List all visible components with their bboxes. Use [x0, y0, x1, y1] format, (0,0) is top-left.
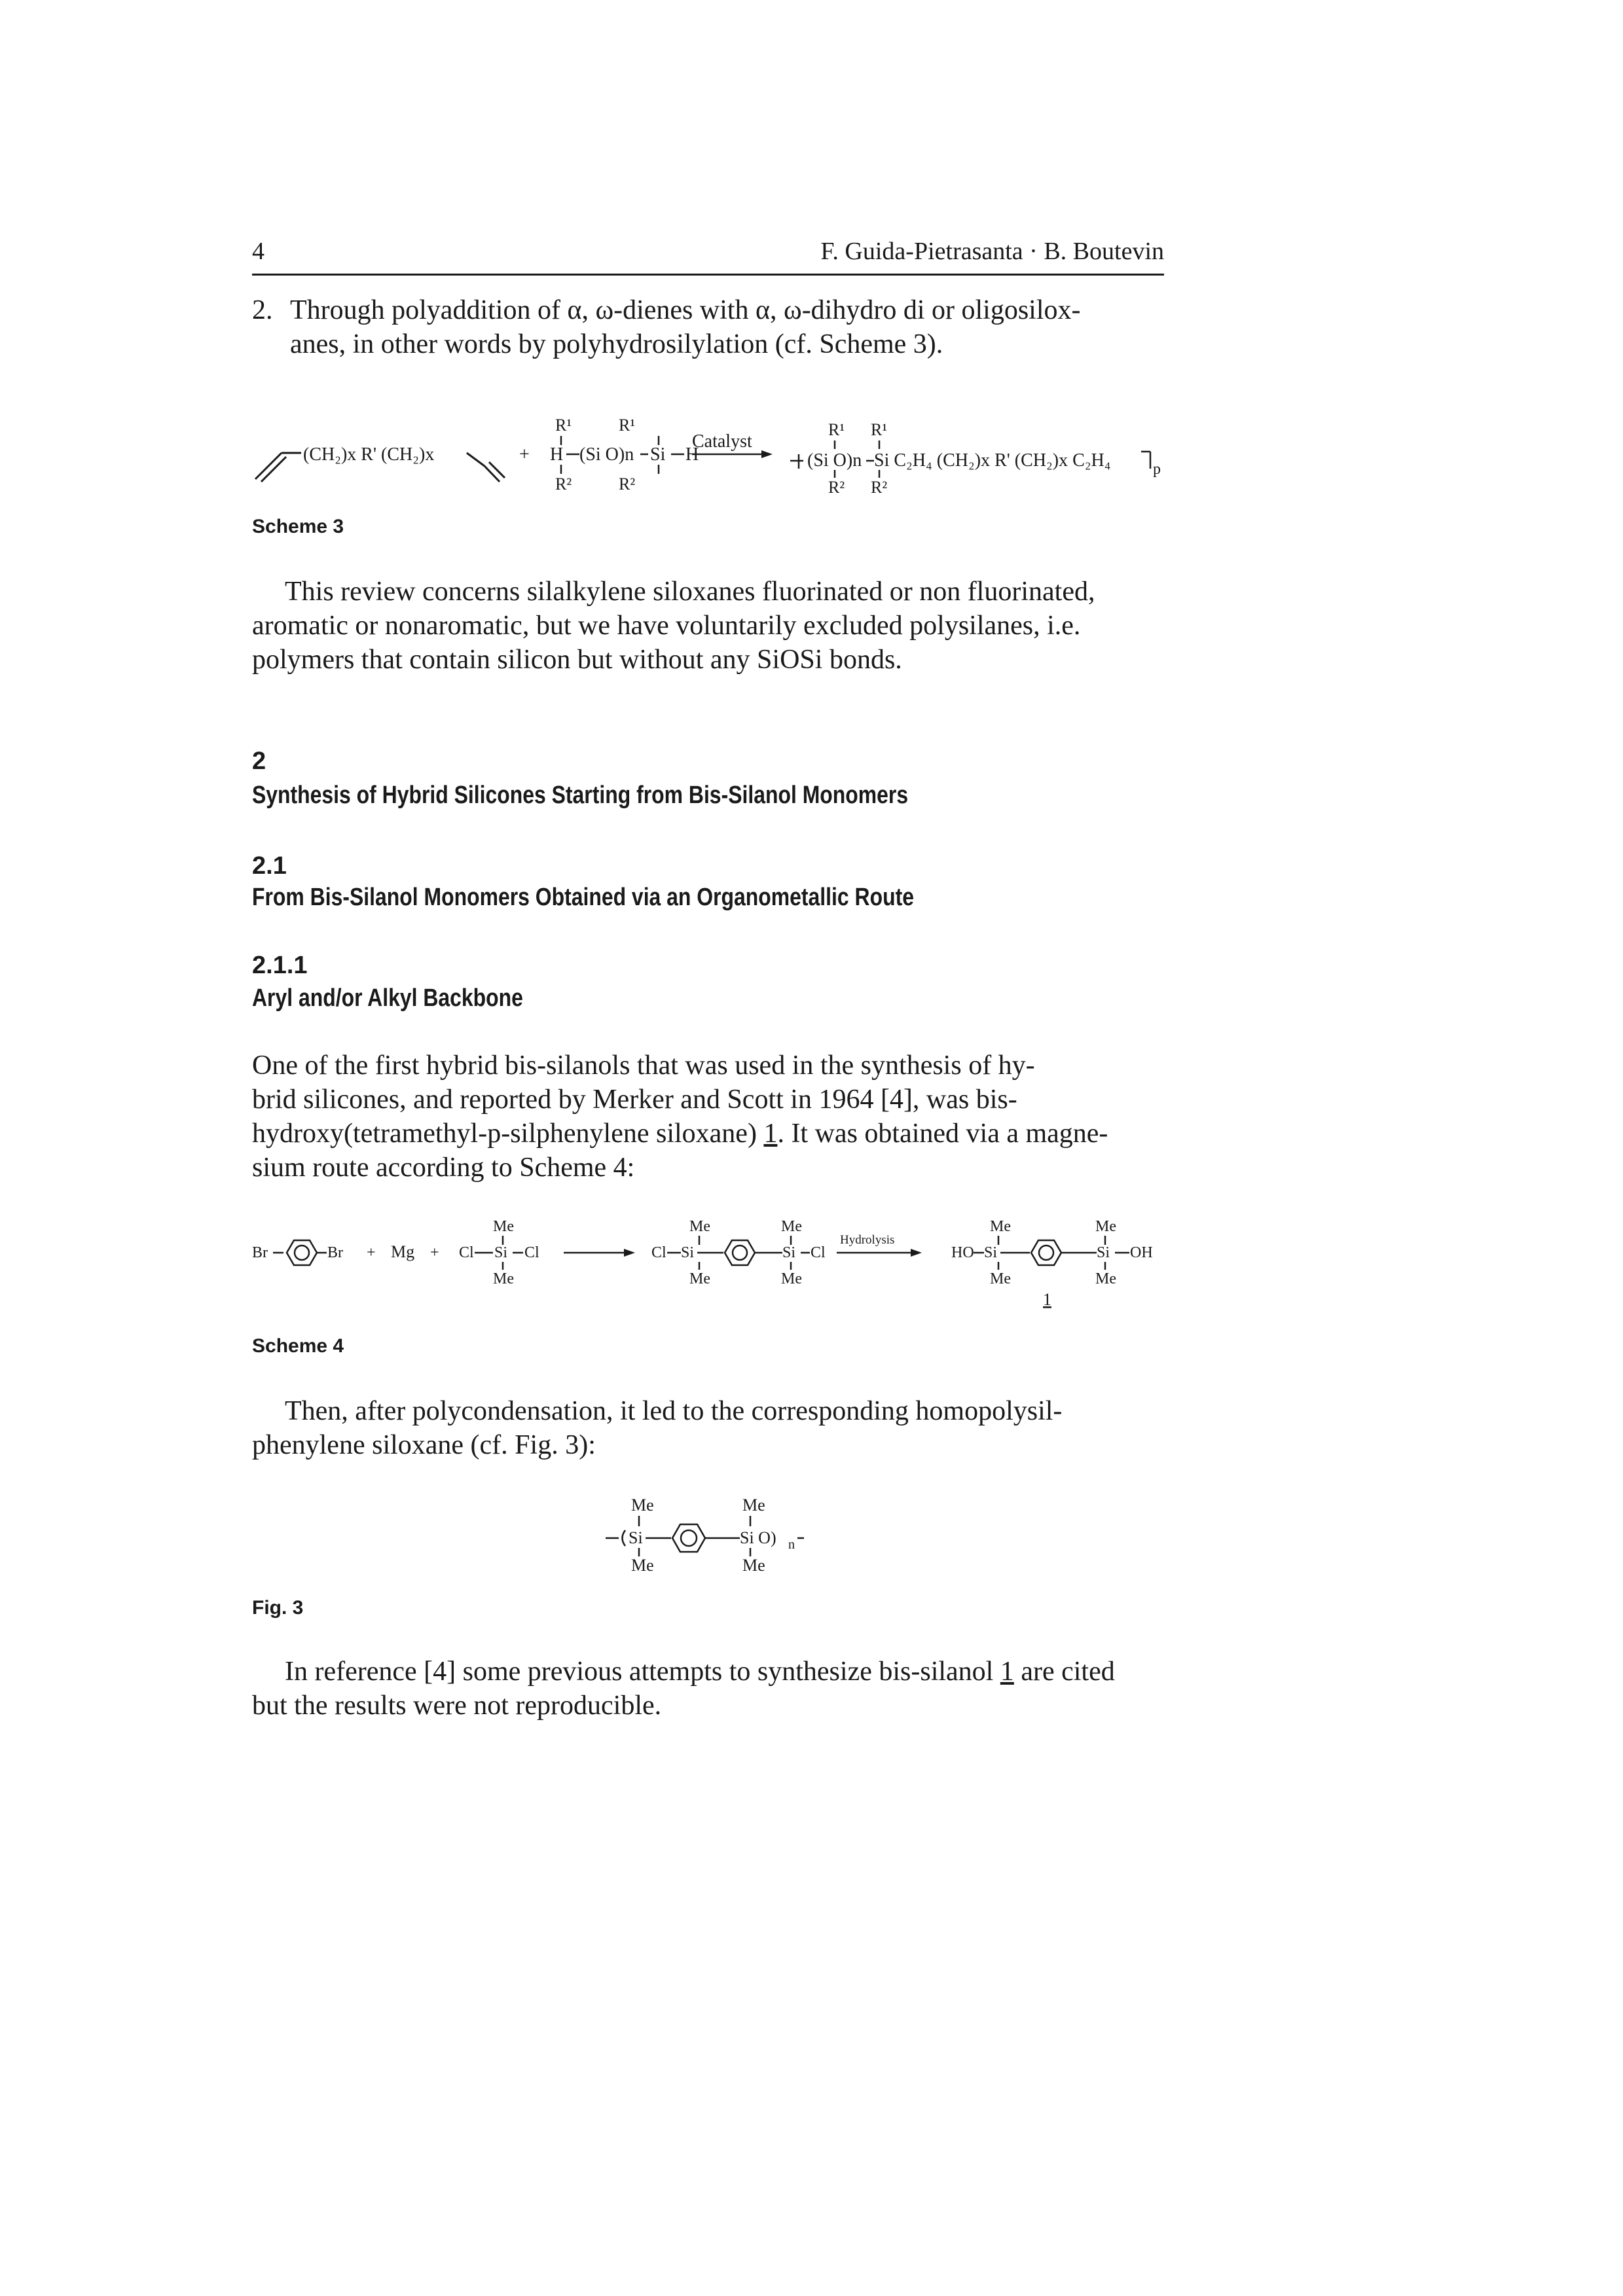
- list-item-line: Through polyaddition of α, ω-dienes with α, ω-dihydro di or oligosilox-: [290, 295, 1081, 325]
- compound-label: 1: [1043, 1290, 1051, 1309]
- diene-chain: (CH₂)x R' (CH₂)x: [303, 444, 435, 465]
- paragraph-line: [252, 1117, 1164, 1151]
- benzene-ring: [672, 1524, 705, 1552]
- hydroxyl-right: OH: [1130, 1244, 1153, 1261]
- substituent-r1: R¹: [871, 420, 888, 439]
- hydroxyl-left: HO: [951, 1244, 974, 1261]
- chlorine: Cl: [651, 1244, 666, 1261]
- section-title: Synthesis of Hybrid Silicones Starting from Bis-Silanol Monomers: [252, 781, 909, 809]
- section-number: 2: [252, 747, 266, 775]
- paragraph-review: [252, 575, 1164, 677]
- scheme-3-figure: [252, 406, 1169, 504]
- compound-reference: 1: [1000, 1657, 1014, 1687]
- paragraph-then: [252, 1394, 1164, 1462]
- reaction-arrow-head: [761, 450, 773, 458]
- substituent-r1: R¹: [619, 416, 636, 435]
- substituent-r1: R¹: [828, 420, 845, 439]
- silicon-atom: Si: [782, 1244, 796, 1261]
- hydrolysis-label: Hydrolysis: [840, 1233, 895, 1247]
- subsubsection-title: Aryl and/or Alkyl Backbone: [252, 984, 523, 1012]
- paragraph-line: aromatic or nonaromatic, but we have voluntarily excluded polysilanes, i.e.: [252, 611, 1081, 641]
- vinyl-link-right: [467, 453, 484, 466]
- paragraph-line: This review concerns silalkylene siloxanes fluorinated or non fluorinated,: [285, 577, 1095, 607]
- fig-3-caption: Fig. 3: [252, 1597, 304, 1619]
- plus-sign: +: [430, 1244, 439, 1261]
- plus-sign: +: [367, 1244, 376, 1261]
- vinyl-bond-right: [484, 466, 500, 482]
- methyl-group: Me: [990, 1270, 1011, 1287]
- methyl-group: Me: [631, 1556, 654, 1575]
- list-item-number: 2.: [252, 295, 273, 325]
- silicon-atom: Si: [984, 1244, 998, 1261]
- list-item-line: anes, in other words by polyhydrosilylation (cf. Scheme 3).: [290, 329, 943, 359]
- reaction-arrow-head: [911, 1249, 922, 1257]
- methyl-group: Me: [781, 1270, 802, 1287]
- running-header-authors: F. Guida-Pietrasanta · B. Boutevin: [820, 238, 1164, 265]
- header-rule: [252, 274, 1164, 276]
- chlorine: Cl: [811, 1244, 826, 1261]
- methyl-group: Me: [990, 1218, 1011, 1235]
- benzene-ring: [725, 1240, 755, 1265]
- repeat-subscript: n: [788, 1537, 795, 1552]
- chlorine: Cl: [459, 1244, 474, 1261]
- benzene-ring-inner: [733, 1246, 747, 1260]
- paragraph-line: One of the first hybrid bis-silanols that was used in the synthesis of hy-: [252, 1050, 1035, 1081]
- paragraph-line: polymers that contain silicon but without any SiOSi bonds.: [252, 645, 902, 675]
- product-sio-unit: (Si O)n: [807, 450, 862, 471]
- scheme-3-caption: Scheme 3: [252, 516, 344, 537]
- methyl-group: Me: [1095, 1270, 1116, 1287]
- reaction-arrow-head: [624, 1249, 635, 1257]
- silicon-atom: Si: [494, 1244, 508, 1261]
- substituent-r2: R²: [871, 478, 888, 497]
- page-number: 4: [252, 238, 264, 265]
- subsubsection-number: 2.1.1: [252, 952, 308, 979]
- bromine-left: Br: [252, 1244, 268, 1261]
- paragraph-line: Then, after polycondensation, it led to the corresponding homopolysil-: [285, 1396, 1063, 1426]
- sio-repeat-unit: Si O): [740, 1528, 776, 1547]
- paren-left: [623, 1530, 626, 1546]
- benzene-ring-inner: [681, 1530, 697, 1546]
- paragraph-line: but the results were not reproducible.: [252, 1691, 662, 1721]
- paragraph-text: In reference [4] some previous attempts to synthesize bis-silanol: [285, 1657, 1000, 1687]
- methyl-group: Me: [781, 1218, 802, 1235]
- plus-sign: +: [519, 444, 530, 465]
- benzene-ring: [1031, 1240, 1061, 1265]
- methyl-group: Me: [742, 1556, 765, 1575]
- paragraph-line: [252, 1655, 1164, 1689]
- silicon-atom: Si: [629, 1528, 643, 1547]
- silicon-atom: Si: [681, 1244, 695, 1261]
- catalyst-label: Catalyst: [692, 431, 752, 452]
- paragraph-reference: [252, 1655, 1164, 1723]
- compound-reference: 1: [763, 1119, 778, 1149]
- methyl-group: Me: [631, 1496, 654, 1515]
- chlorine: Cl: [524, 1244, 539, 1261]
- product-chain: Si C₂H₄ (CH₂)x R' (CH₂)x C₂H₄: [874, 450, 1111, 471]
- methyl-group: Me: [742, 1496, 765, 1515]
- substituent-r2: R²: [828, 478, 845, 497]
- silicon-atom: Si: [650, 444, 666, 465]
- paragraph-line: brid silicones, and reported by Merker and Scott in 1964 [4], was bis-: [252, 1085, 1017, 1115]
- vinyl-double-bond-right: [489, 462, 505, 478]
- bromine-right: Br: [327, 1244, 343, 1261]
- hydrogen-right: H: [685, 444, 699, 465]
- fig-3-structure: [589, 1486, 877, 1584]
- list-item-text: [290, 293, 1164, 361]
- polymer-subscript: p: [1153, 461, 1161, 478]
- sio-repeat-unit: (Si O)n: [579, 444, 634, 465]
- substituent-r1: R¹: [555, 416, 572, 435]
- benzene-ring-inner: [295, 1246, 309, 1260]
- paragraph-line: phenylene siloxane (cf. Fig. 3):: [252, 1430, 596, 1460]
- benzene-ring-inner: [1039, 1246, 1053, 1260]
- methyl-group: Me: [493, 1218, 514, 1235]
- methyl-group: Me: [493, 1270, 514, 1287]
- methyl-group: Me: [689, 1270, 710, 1287]
- scheme-4-caption: Scheme 4: [252, 1335, 344, 1357]
- paragraph-text: . It was obtained via a magne-: [777, 1119, 1108, 1149]
- methyl-group: Me: [1095, 1218, 1116, 1235]
- paragraph-line: sium route according to Scheme 4:: [252, 1153, 635, 1183]
- paragraph-merker: [252, 1049, 1164, 1185]
- substituent-r2: R²: [619, 475, 636, 493]
- benzene-ring: [287, 1240, 317, 1265]
- subsection-title: From Bis-Silanol Monomers Obtained via an Organometallic Route: [252, 884, 914, 911]
- paragraph-text: hydroxy(tetramethyl-p-silphenylene siloxane): [252, 1119, 764, 1149]
- methyl-group: Me: [689, 1218, 710, 1235]
- subsection-number: 2.1: [252, 852, 287, 880]
- silicon-atom: Si: [1097, 1244, 1110, 1261]
- scheme-4-figure: [252, 1210, 1169, 1314]
- hydrogen-left: H: [550, 444, 564, 465]
- substituent-r2: R²: [555, 475, 572, 493]
- paragraph-text: are cited: [1013, 1657, 1115, 1687]
- magnesium: Mg: [391, 1242, 415, 1261]
